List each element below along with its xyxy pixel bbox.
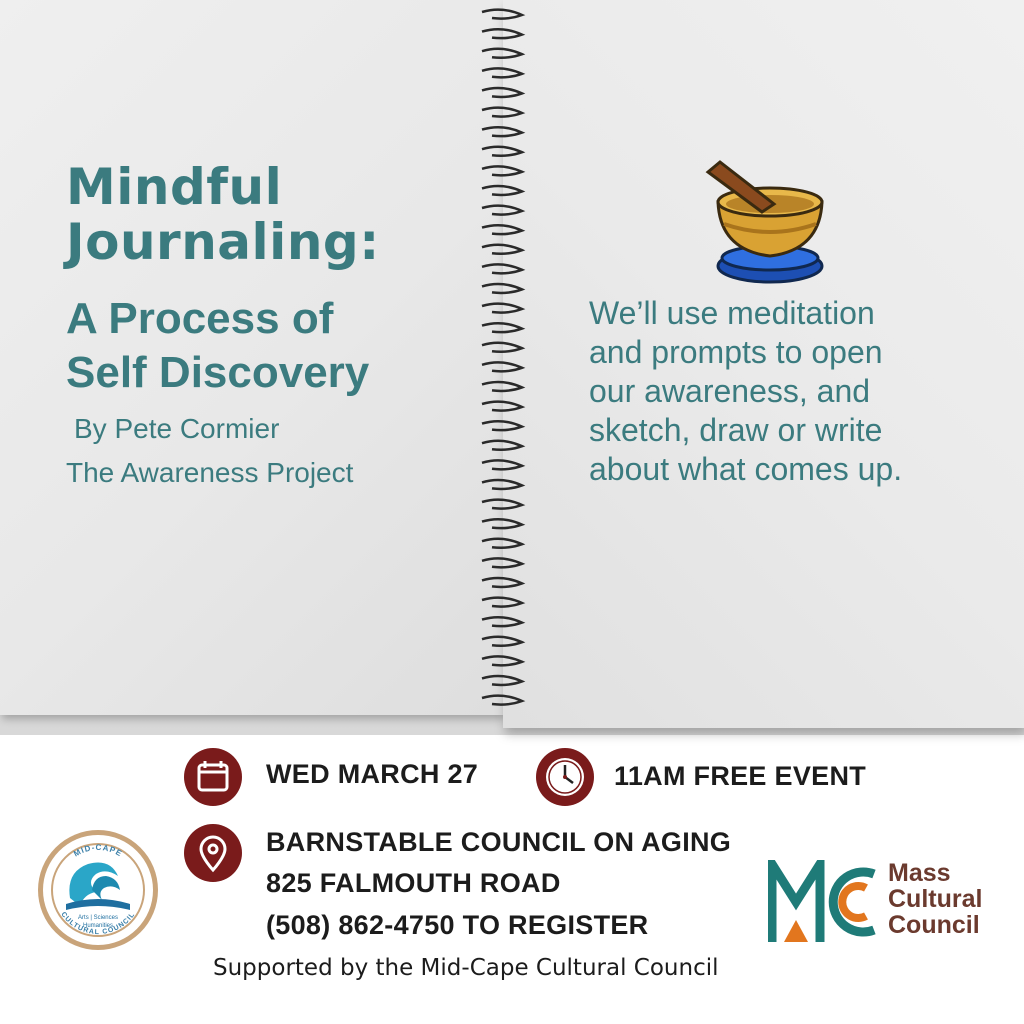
spiral-coil	[482, 558, 522, 567]
spiral-coil	[482, 441, 522, 450]
poster-subtitle	[66, 292, 369, 400]
location-pin-icon	[184, 824, 242, 882]
title-line-2: Journaling:	[66, 213, 380, 271]
author-byline: By Pete Cormier	[74, 413, 280, 444]
spiral-coil	[482, 696, 522, 705]
spiral-coil	[482, 460, 522, 469]
register-phone: (508) 862-4750 TO REGISTER	[266, 910, 649, 940]
event-time: 11AM FREE EVENT	[614, 761, 867, 791]
mcc-line-1: Mass	[888, 859, 951, 887]
spiral-coil	[482, 480, 522, 489]
spiral-coil	[482, 304, 522, 313]
svg-text:MID-CAPE: MID-CAPE	[72, 842, 124, 859]
mcc-line-3: Council	[888, 911, 980, 939]
spiral-coil	[482, 343, 522, 352]
description-line-2: and prompts to open	[589, 334, 883, 370]
spiral-coil	[482, 29, 522, 38]
spiral-coil	[482, 245, 522, 254]
description-line-3: our awareness, and	[589, 373, 871, 409]
svg-text:CULTURAL COUNCIL: CULTURAL COUNCIL	[59, 911, 137, 937]
poster-title	[66, 160, 380, 270]
mass-cultural-council-mark	[768, 860, 880, 944]
spiral-coil	[482, 637, 522, 646]
venue-name: BARNSTABLE COUNCIL ON AGING	[266, 827, 732, 857]
spiral-coil	[482, 500, 522, 509]
spiral-coil	[482, 206, 522, 215]
mid-cape-cultural-council-logo	[36, 828, 160, 952]
spiral-coil	[482, 127, 522, 136]
venue-address: 825 FALMOUTH ROAD	[266, 868, 561, 898]
spiral-coil	[482, 656, 522, 665]
spiral-coil	[482, 68, 522, 77]
singing-bowl-icon	[700, 158, 840, 288]
spiral-coil	[482, 10, 522, 19]
subtitle-line-1: A Process of	[66, 294, 334, 343]
calendar-icon	[184, 748, 242, 806]
spiral-coil	[482, 402, 522, 411]
spiral-coil	[482, 186, 522, 195]
spiral-coil	[482, 49, 522, 58]
spiral-coil	[482, 323, 522, 332]
svg-text:Humanities: Humanities	[82, 923, 114, 929]
spiral-coil	[482, 578, 522, 587]
svg-text:Arts | Sciences: Arts | Sciences	[78, 915, 118, 921]
event-date: WED MARCH 27	[266, 759, 479, 789]
spiral-coil	[482, 676, 522, 685]
spiral-coil	[482, 108, 522, 117]
description-line-5: about what comes up.	[589, 451, 903, 487]
title-line-1: Mindful	[66, 158, 283, 216]
mcc-line-2: Cultural	[888, 885, 983, 913]
event-description	[589, 294, 989, 489]
spiral-coil	[482, 539, 522, 548]
spiral-coil	[482, 519, 522, 528]
spiral-binding	[478, 8, 528, 713]
spiral-coil	[482, 225, 522, 234]
supported-by-text: Supported by the Mid-Cape Cultural Council	[213, 955, 719, 981]
spiral-coil	[482, 284, 522, 293]
description-line-1: We’ll use meditation	[589, 295, 875, 331]
spiral-coil	[482, 362, 522, 371]
spiral-coil	[482, 421, 522, 430]
spiral-coil	[482, 617, 522, 626]
spiral-coil	[482, 147, 522, 156]
subtitle-line-2: Self Discovery	[66, 348, 370, 397]
spiral-coil	[482, 166, 522, 175]
spiral-coil	[482, 88, 522, 97]
spiral-coil	[482, 382, 522, 391]
description-line-4: sketch, draw or write	[589, 412, 883, 448]
spiral-coil	[482, 598, 522, 607]
spiral-coil	[482, 264, 522, 273]
project-name: The Awareness Project	[66, 457, 354, 488]
clock-icon	[536, 748, 594, 806]
mass-cultural-council-name	[888, 860, 982, 938]
